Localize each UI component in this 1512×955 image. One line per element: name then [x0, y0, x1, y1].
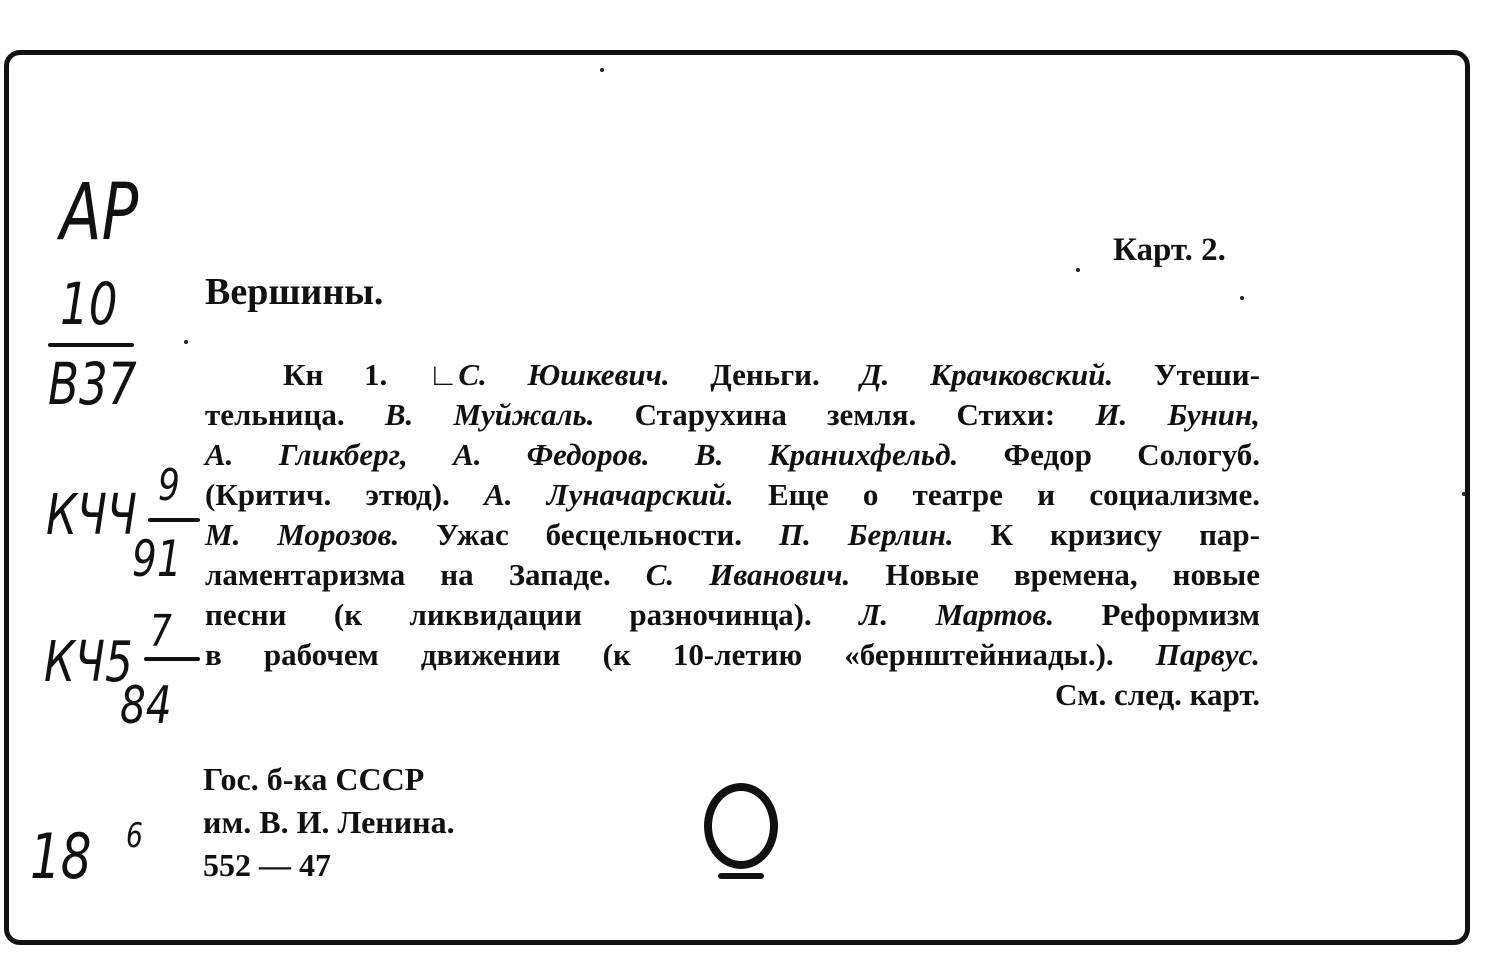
handwritten-corner-number: 18	[30, 820, 92, 893]
work-title: Федор Сологуб.	[958, 437, 1261, 472]
library-imprint	[203, 758, 455, 887]
body-line	[205, 355, 1260, 395]
author-name: Л. Мартов.	[859, 597, 1055, 632]
work-title: Старухина земля. Стихи:	[594, 397, 1096, 432]
body-line	[205, 395, 1260, 435]
punch-hole-shadow	[718, 873, 764, 879]
scan-speck	[1076, 268, 1080, 272]
imprint-line-2: им. В. И. Ленина.	[203, 804, 455, 840]
scan-speck	[184, 340, 188, 344]
handwritten-shelfmark-2-bottom: 84	[120, 676, 172, 736]
handwritten-shelfmark-1-top: 9	[158, 460, 180, 511]
body-line	[205, 595, 1260, 635]
card-number: Карт. 2.	[1113, 232, 1226, 268]
handwritten-corner-small: 6	[126, 816, 143, 856]
author-name: Д. Крачковский.	[860, 357, 1114, 392]
handwritten-number-top: 10	[60, 270, 118, 338]
author-name: А. Луначарский.	[484, 477, 734, 512]
body-line	[205, 635, 1260, 675]
work-title: К кризису пар-	[953, 517, 1260, 552]
fraction-line	[144, 657, 200, 661]
body-line	[205, 555, 1260, 595]
author-name: В. Муйжаль.	[384, 397, 595, 432]
card-body	[205, 355, 1260, 715]
handwritten-ap: АР	[60, 168, 139, 258]
author-name: П. Берлин.	[778, 517, 954, 552]
work-title: Реформизм	[1054, 597, 1261, 632]
body-line	[205, 675, 1260, 715]
author-name: С. Иванович.	[645, 557, 851, 592]
handwritten-shelfmark-1-bottom: 91	[132, 530, 182, 588]
work-title: Кн 1.	[283, 357, 428, 392]
work-title: Утеши-	[1113, 357, 1260, 392]
handwritten-shelfmark-2-prefix: КЧ5	[44, 630, 133, 695]
body-line	[205, 475, 1260, 515]
author-name: М. Морозов.	[205, 517, 400, 552]
imprint-line-1: Гос. б-ка СССР	[203, 761, 425, 797]
work-title: Еще о театре и социализме.	[733, 477, 1260, 512]
imprint-line-3: 552 — 47	[203, 847, 331, 883]
fraction-line	[48, 343, 134, 347]
body-line	[205, 515, 1260, 555]
scan-speck	[600, 68, 604, 72]
author-name: А. Гликберг, А. Федоров. В. Кранихфельд.	[205, 437, 959, 472]
body-line	[205, 435, 1260, 475]
handwritten-number-bottom: В37	[48, 350, 137, 418]
work-title: Новые времена, новые	[850, 557, 1260, 592]
work-title: См. след. карт.	[1054, 677, 1260, 712]
work-title: Ужас бесцельности.	[399, 517, 779, 552]
author-name: ∟С. Юшкевич.	[427, 357, 670, 392]
author-name: Парвус.	[1155, 637, 1260, 672]
work-title: тельница.	[205, 397, 385, 432]
work-title: (Критич. этюд).	[205, 477, 485, 512]
scan-speck	[1462, 492, 1466, 496]
handwritten-shelfmark-1-prefix: КЧЧ	[46, 483, 137, 548]
author-name: И. Бунин,	[1095, 397, 1260, 432]
scan-speck	[1240, 296, 1244, 300]
card-title: Вершины.	[205, 271, 384, 313]
work-title: ламентаризма на Западе.	[205, 557, 646, 592]
fraction-line	[148, 518, 200, 522]
handwritten-shelfmark-2-top: 7	[150, 606, 172, 657]
punch-hole-icon	[704, 783, 778, 869]
work-title: Деньги.	[669, 357, 861, 392]
work-title: в рабочем движении (к 10-летию «бернштейниады.).	[205, 637, 1156, 672]
work-title: песни (к ликвидации разночинца).	[205, 597, 860, 632]
